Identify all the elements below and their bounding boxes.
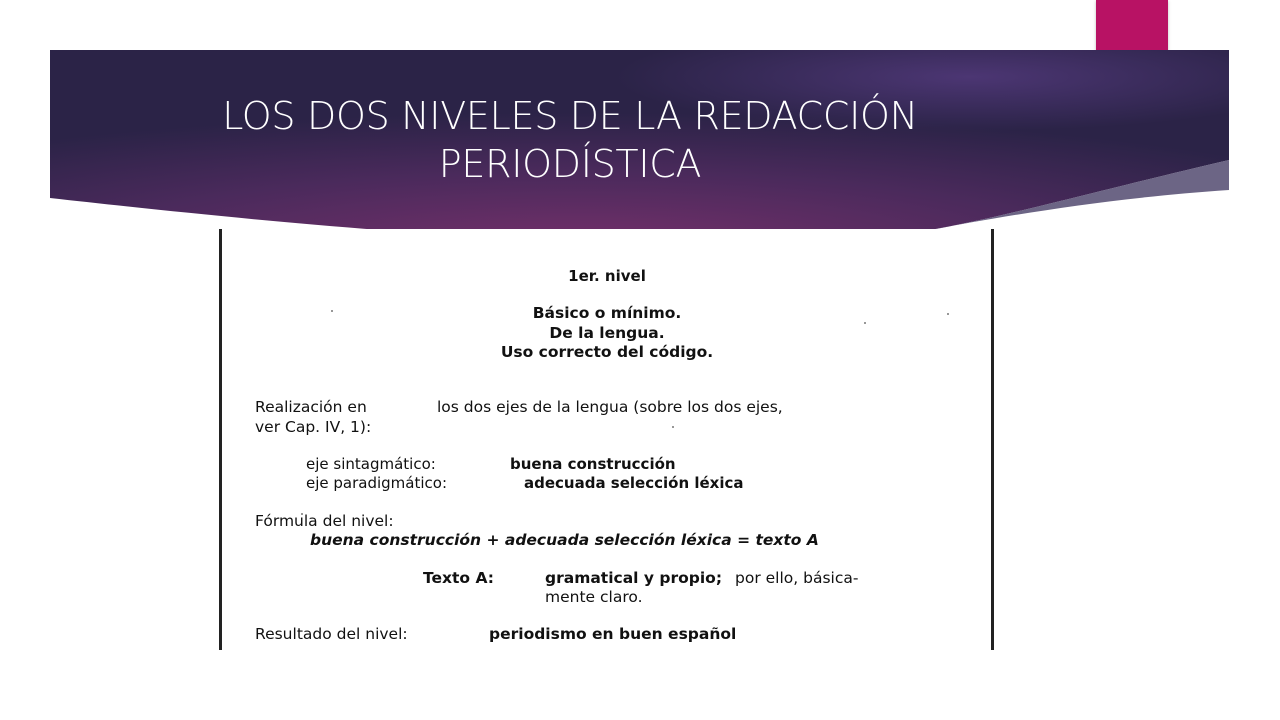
title-line-1: LOS DOS NIVELES DE LA REDACCIÓN (222, 94, 918, 138)
doc-eje1-label: eje sintagmático: (306, 455, 436, 473)
doc-resultado-label: Resultado del nivel: (255, 625, 408, 643)
doc-subheading-3: Uso correcto del código. (500, 343, 714, 361)
doc-eje2-label: eje paradigmático: (306, 474, 448, 492)
doc-textoA-rest: por ello, básica- (735, 569, 859, 587)
doc-resultado-value: periodismo en buen español (489, 625, 737, 643)
doc-textoA-cont: mente claro. (545, 588, 643, 606)
doc-formula-value: buena construcción + adecuada selección léxica = texto A (310, 531, 819, 549)
doc-subheading-2: De la lengua. (549, 324, 665, 342)
document-text (218, 229, 996, 650)
doc-textoA-value: gramatical y propio; (545, 569, 723, 587)
doc-subheading-1: Básico o mínimo. (532, 304, 682, 322)
doc-textoA-label: Texto A: (423, 569, 494, 587)
title-band (50, 50, 1229, 230)
doc-formula-label: Fórmula del nivel: (255, 512, 394, 530)
doc-realizacion-c: ver Cap. IV, 1): (255, 418, 372, 436)
slide-title (110, 92, 1030, 188)
doc-realizacion-b: los dos ejes de la lengua (sobre los dos ejes, (437, 398, 783, 416)
doc-realizacion-a: Realización en (255, 398, 367, 416)
doc-eje2-value: adecuada selección léxica (524, 474, 744, 492)
doc-eje1-value: buena construcción (510, 455, 676, 473)
scanned-document (218, 229, 996, 650)
doc-heading: 1er. nivel (568, 267, 646, 285)
title-line-2: PERIODÍSTICA (438, 142, 702, 186)
